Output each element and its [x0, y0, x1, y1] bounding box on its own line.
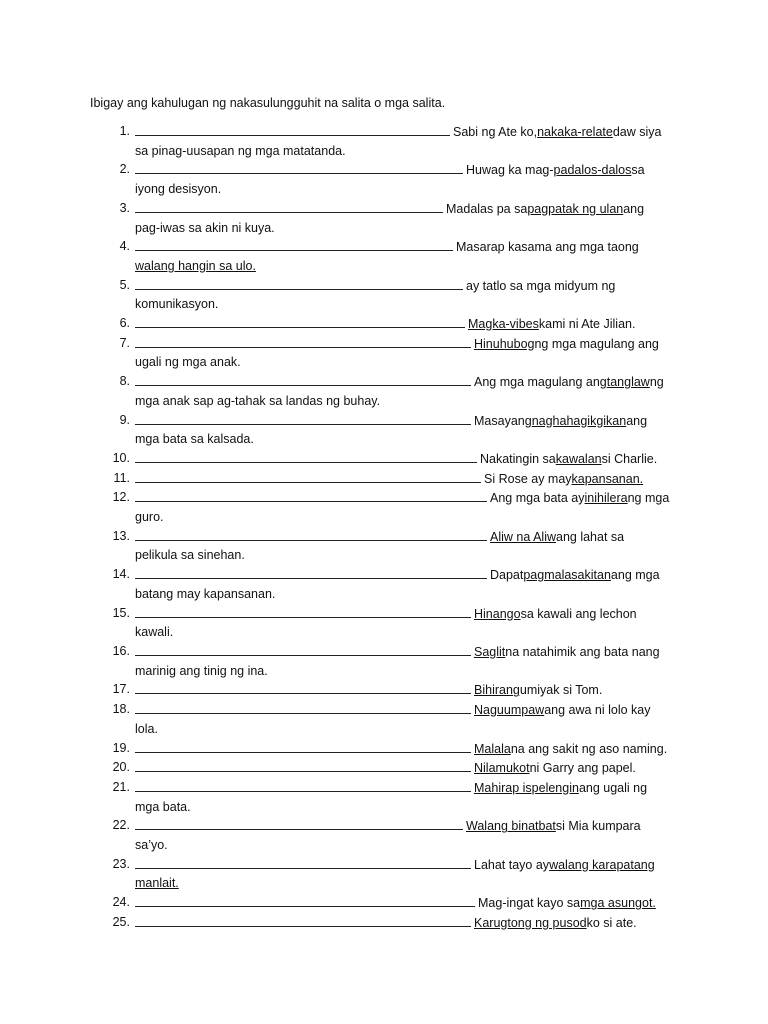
question-continuation-line	[135, 546, 680, 565]
underlined-word: Nilamukot	[474, 761, 530, 776]
sentence-text: Masayang	[474, 413, 532, 428]
sentence-text: Nakatingin sa	[480, 451, 556, 466]
question-first-line	[135, 411, 680, 431]
question-number: 4.	[119, 239, 130, 254]
question-item	[0, 160, 680, 198]
answer-blank[interactable]	[135, 449, 477, 463]
question-continuation-line	[135, 585, 680, 604]
question-number: 22.	[112, 818, 130, 833]
sentence-text: batang may kapansanan.	[135, 586, 276, 601]
question-number: 15.	[112, 605, 130, 620]
sentence-text: ugali ng mga anak.	[135, 355, 241, 370]
underlined-word: mga asungot.	[580, 896, 656, 911]
question-number: 11.	[113, 470, 130, 485]
sentence-text: ang	[626, 413, 648, 428]
question-first-line	[135, 739, 680, 759]
question-item	[0, 739, 680, 759]
answer-blank[interactable]	[135, 855, 471, 869]
question-number: 7.	[119, 335, 130, 350]
underlined-word: tanglaw	[606, 375, 650, 390]
underlined-word: nakaka-relate	[537, 125, 613, 139]
answer-blank[interactable]	[135, 739, 471, 753]
sentence-text: komunikasyon.	[135, 297, 219, 312]
question-item	[0, 334, 680, 372]
answer-blank[interactable]	[135, 411, 471, 425]
question-first-line	[135, 758, 680, 778]
underlined-word: Hinuhubog	[474, 336, 535, 351]
sentence-text: Mag-ingat kayo sa	[478, 896, 581, 911]
question-first-line	[135, 778, 680, 798]
question-item	[0, 372, 680, 410]
sentence-text: ang	[623, 201, 645, 216]
sentence-text: ko si ate.	[586, 915, 637, 930]
question-continuation-line	[135, 836, 680, 855]
underlined-word: pagmalasakitan	[523, 568, 611, 583]
sentence-text: na natahimik ang bata nang	[505, 644, 660, 659]
underlined-word: Bihirang	[474, 683, 520, 698]
underlined-word: pagpatak ng ulan	[527, 201, 624, 216]
answer-blank[interactable]	[135, 527, 487, 541]
question-continuation-line	[135, 180, 680, 199]
sentence-text: Huwag ka mag-	[466, 163, 554, 178]
answer-blank[interactable]	[135, 893, 475, 907]
question-item	[0, 199, 680, 237]
underlined-word: Hinango	[474, 606, 521, 621]
question-first-line	[135, 199, 680, 219]
question-number: 23.	[112, 856, 130, 871]
underlined-word: walang hangin sa ulo.	[135, 258, 256, 273]
question-first-line	[135, 334, 680, 354]
question-first-line	[135, 488, 680, 508]
question-item	[0, 913, 680, 933]
answer-blank[interactable]	[135, 913, 471, 927]
question-first-line	[135, 855, 680, 875]
underlined-word: Mahirap ispelengin	[474, 780, 579, 795]
question-first-line	[135, 565, 680, 585]
question-item	[0, 122, 680, 160]
answer-blank[interactable]	[135, 276, 463, 290]
sentence-text: Ang mga bata ay	[490, 491, 585, 506]
sentence-text: ang awa ni lolo kay	[544, 703, 651, 718]
sentence-text: ni Garry ang papel.	[529, 761, 636, 776]
question-first-line	[135, 276, 680, 296]
answer-blank[interactable]	[135, 758, 471, 772]
sentence-text: marinig ang tinig ng ina.	[135, 663, 268, 678]
answer-blank[interactable]	[135, 604, 471, 618]
underlined-word: Malala	[474, 741, 511, 756]
sentence-text: ang mga	[610, 568, 660, 583]
question-continuation-line	[135, 798, 680, 817]
sentence-text: umiyak si Tom.	[519, 683, 603, 698]
question-number: 13.	[112, 528, 130, 543]
sentence-text: ang ugali ng	[578, 780, 648, 795]
question-first-line	[135, 680, 680, 700]
answer-blank[interactable]	[135, 816, 463, 830]
sentence-text: Madalas pa sa	[446, 201, 528, 216]
answer-blank[interactable]	[135, 565, 487, 579]
underlined-word: padalos-dalos	[553, 163, 632, 178]
question-number: 17.	[112, 682, 130, 697]
sentence-text: pelikula sa sinehan.	[135, 548, 245, 563]
underlined-word: kapansanan.	[571, 471, 644, 486]
answer-blank[interactable]	[135, 122, 450, 136]
sentence-text: guro.	[135, 510, 164, 525]
question-continuation-line	[135, 508, 680, 527]
sentence-text: pag-iwas sa akin ni kuya.	[135, 220, 275, 235]
question-first-line	[135, 527, 680, 547]
answer-blank[interactable]	[135, 488, 487, 502]
question-number: 16.	[112, 643, 130, 658]
sentence-text: Sabi ng Ate ko,	[453, 125, 538, 139]
question-first-line	[135, 314, 680, 334]
question-item	[0, 816, 680, 854]
question-number: 1.	[119, 124, 130, 138]
underlined-word: walang karapatang	[549, 857, 655, 872]
question-number: 3.	[119, 200, 130, 215]
question-number: 8.	[119, 374, 130, 389]
sentence-text: mga bata.	[135, 799, 191, 814]
sentence-text: ng mga magulang ang	[534, 336, 659, 351]
question-item	[0, 527, 680, 565]
sentence-text: mga anak sap ag-tahak sa landas ng buhay.	[135, 393, 381, 408]
answer-blank[interactable]	[135, 372, 471, 386]
question-item	[0, 700, 680, 738]
question-number: 20.	[112, 760, 130, 775]
question-number: 14.	[112, 567, 130, 582]
answer-blank[interactable]	[135, 314, 465, 328]
question-item	[0, 314, 680, 334]
question-continuation-line	[135, 257, 680, 276]
question-continuation-line	[135, 720, 680, 739]
answer-blank[interactable]	[135, 778, 471, 792]
question-continuation-line	[135, 353, 680, 372]
sentence-text: si Charlie.	[601, 451, 658, 466]
question-number: 18.	[112, 702, 130, 717]
underlined-word: kawalan	[555, 451, 602, 466]
question-continuation-line	[135, 874, 680, 893]
question-first-line	[135, 122, 680, 142]
question-item	[0, 488, 680, 526]
question-number: 10.	[112, 450, 130, 465]
sentence-text: sa	[631, 163, 645, 178]
question-first-line	[135, 372, 680, 392]
sentence-text: sa pinag-uusapan ng mga matatanda.	[135, 143, 346, 158]
question-continuation-line	[135, 662, 680, 681]
question-continuation-line	[135, 295, 680, 314]
question-item	[0, 411, 680, 449]
question-number: 2.	[119, 162, 130, 177]
question-item	[0, 276, 680, 314]
underlined-word: Naguumpaw	[474, 703, 545, 718]
question-number: 19.	[112, 740, 130, 755]
question-continuation-line	[135, 142, 680, 161]
question-item	[0, 449, 680, 469]
question-continuation-line	[135, 430, 680, 449]
sentence-text: ang lahat sa	[556, 529, 625, 544]
sentence-text: ng mga	[627, 491, 670, 506]
answer-blank[interactable]	[135, 700, 471, 714]
question-number: 21.	[112, 779, 130, 794]
sentence-text: lola.	[135, 721, 158, 736]
sentence-text: iyong desisyon.	[135, 182, 222, 197]
answer-blank[interactable]	[135, 469, 481, 483]
sentence-text: si Mia kumpara	[555, 819, 641, 834]
sentence-text: Ang mga magulang ang	[474, 375, 607, 390]
underlined-word: manlait.	[135, 876, 179, 891]
question-continuation-line	[135, 623, 680, 642]
sentence-text: Si Rose ay may	[484, 471, 572, 486]
sentence-text: mga bata sa kalsada.	[135, 432, 254, 447]
underlined-word: Aliw na Aliw	[490, 529, 556, 544]
question-first-line	[135, 449, 680, 469]
underlined-word: naghahagikgikan	[531, 413, 627, 428]
question-list	[0, 122, 768, 933]
question-item	[0, 893, 680, 913]
question-item	[0, 237, 680, 275]
sentence-text: Lahat tayo ay	[474, 857, 550, 872]
underlined-word: Magka-vibes	[468, 317, 539, 332]
question-first-line	[135, 816, 680, 836]
question-item	[0, 680, 680, 700]
question-number: 9.	[119, 412, 130, 427]
question-first-line	[135, 913, 680, 933]
sentence-text: daw siya	[612, 125, 662, 139]
sentence-text: Masarap kasama ang mga taong	[456, 240, 639, 255]
question-item	[0, 778, 680, 816]
question-item	[0, 469, 680, 489]
question-number: 12.	[112, 490, 130, 505]
answer-blank[interactable]	[135, 237, 453, 251]
question-first-line	[135, 700, 680, 720]
question-item	[0, 758, 680, 778]
question-number: 6.	[119, 316, 130, 331]
question-number: 25.	[112, 914, 130, 929]
question-item	[0, 642, 680, 680]
answer-blank[interactable]	[135, 199, 443, 213]
question-item	[0, 604, 680, 642]
answer-blank[interactable]	[135, 334, 471, 348]
underlined-word: Saglit	[474, 644, 506, 659]
answer-blank[interactable]	[135, 680, 471, 694]
instruction-text: Ibigay ang kahulugan ng nakasulungguhit na salita o mga salita.	[90, 96, 446, 110]
question-item	[0, 565, 680, 603]
sentence-text: ay tatlo sa mga midyum ng	[466, 278, 616, 293]
question-continuation-line	[135, 219, 680, 238]
question-first-line	[135, 604, 680, 624]
question-number: 5.	[119, 277, 130, 292]
underlined-word: Walang binatbat	[466, 819, 556, 834]
underlined-word: inihilera	[584, 491, 628, 506]
question-first-line	[135, 237, 680, 257]
question-continuation-line	[135, 392, 680, 411]
sentence-text: sa’yo.	[135, 838, 168, 853]
sentence-text: Dapat	[490, 568, 524, 583]
sentence-text: kami ni Ate Jilian.	[538, 317, 636, 332]
sentence-text: na ang sakit ng aso naming.	[510, 741, 668, 756]
answer-blank[interactable]	[135, 642, 471, 656]
sentence-text: sa kawali ang lechon	[520, 606, 637, 621]
sentence-text: ng	[649, 375, 664, 390]
sentence-text: kawali.	[135, 625, 174, 640]
underlined-word: Karugtong ng pusod	[474, 915, 587, 930]
question-first-line	[135, 642, 680, 662]
question-first-line	[135, 893, 680, 913]
question-first-line	[135, 160, 680, 180]
answer-blank[interactable]	[135, 160, 463, 174]
question-item	[0, 855, 680, 893]
question-first-line	[135, 469, 680, 489]
question-number: 24.	[112, 895, 130, 910]
